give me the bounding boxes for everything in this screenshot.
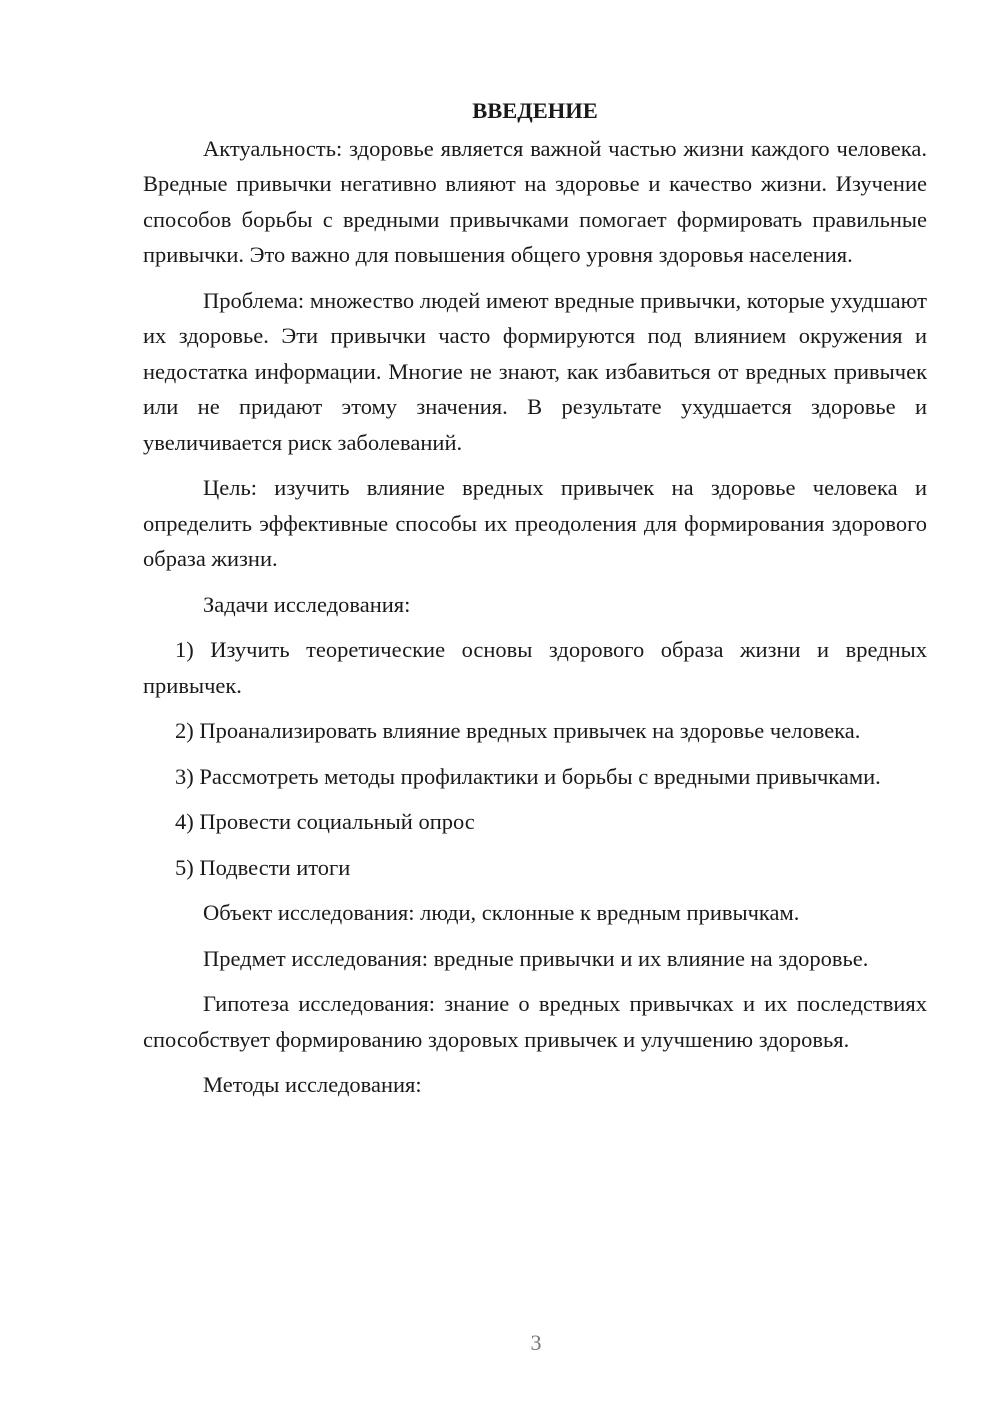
page-number: 3 [530, 1330, 542, 1355]
subject-paragraph: Предмет исследования: вредные привычки и их влияние на здоровье. [203, 945, 869, 971]
task-item-2: 2) Проанализировать влияние вредных привычек на здоровье человека. [175, 718, 861, 743]
relevance-paragraph: Актуальность: здоровье является важной частью жизни каждого человека. Вредные привычки негативно влияют на здоровье и качество жизни. Изучение способов борьбы с вредными привычками помогает формировать правильные привычки. Это важно для повышения общего уровня здоровья населения. [143, 135, 927, 267]
task-item-4: 4) Провести социальный опрос [175, 809, 475, 834]
object-paragraph: Объект исследования: люди, склонные к вредным привычкам. [203, 900, 800, 925]
task-item-1: 1) Изучить теоретические основы здорового образа жизни и вредных привычек. [143, 637, 927, 698]
problem-paragraph: Проблема: множество людей имеют вредные привычки, которые ухудшают их здоровье. Эти привычки часто формируются под влиянием окружения и недостатка информации. Многие не знают, как избавиться от вредных привычек или не придают этому значения. В результате ухудшается здоровье и увеличивается риск заболеваний. [143, 287, 927, 455]
document-body [143, 93, 927, 1113]
section-title: ВВЕДЕНИЕ [472, 98, 598, 123]
tasks-heading: Задачи исследования: [203, 591, 411, 617]
methods-heading: Методы исследования: [203, 1072, 422, 1097]
hypothesis-paragraph: Гипотеза исследования: знание о вредных привычках и их последствиях способствует формированию здоровых привычек и улучшению здоровья. [143, 991, 927, 1052]
goal-paragraph: Цель: изучить влияние вредных привычек на здоровье человека и определить эффективные способы их преодоления для формирования здорового образа жизни. [143, 475, 927, 571]
task-item-3: 3) Рассмотреть методы профилактики и борьбы с вредными привычками. [175, 763, 881, 789]
task-item-5: 5) Подвести итоги [175, 854, 351, 880]
